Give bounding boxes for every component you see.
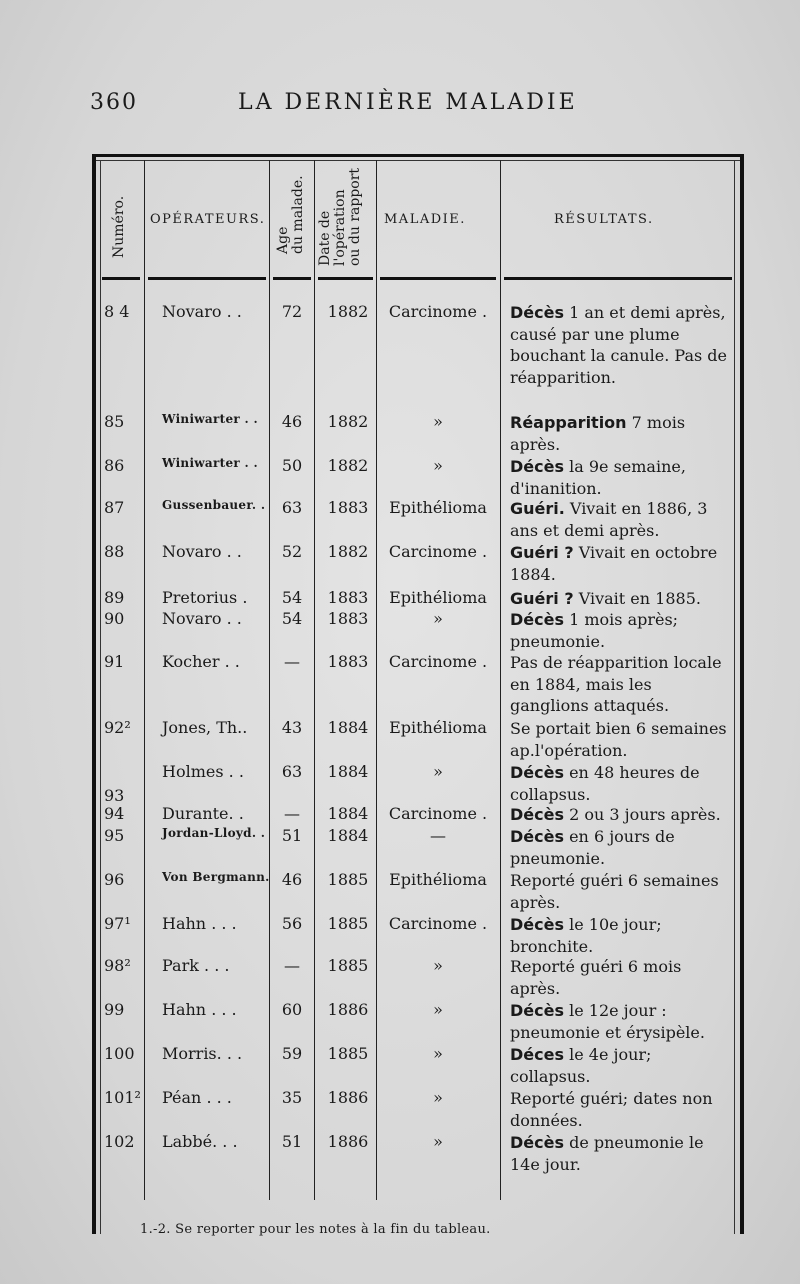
row-operator: Péan . . . <box>162 1088 232 1107</box>
row-operator: Novaro . . <box>162 609 242 628</box>
row-date: 1884 <box>327 804 369 823</box>
row-operator: Winiwarter . . <box>162 412 258 426</box>
row-date: 1883 <box>327 588 369 607</box>
row-date: 1884 <box>327 718 369 737</box>
row-age: 63 <box>281 498 303 517</box>
row-resultat <box>510 652 734 717</box>
row-date: 1882 <box>327 542 369 561</box>
row-resultat <box>510 498 734 541</box>
row-operator: Hahn . . . <box>162 1000 237 1019</box>
column-header-date <box>318 168 363 266</box>
header-rule <box>148 277 266 280</box>
row-number: 86 <box>104 456 125 475</box>
page-title: LA DERNIÈRE MALADIE <box>238 90 578 115</box>
resultat-text: le 10e jour; bronchite. <box>510 915 662 956</box>
row-age: 59 <box>281 1044 303 1063</box>
row-number: 85 <box>104 412 125 431</box>
table-top-rule-inner <box>92 160 742 161</box>
table-right-rule-inner <box>734 160 735 1234</box>
row-resultat <box>510 456 734 499</box>
row-date: 1883 <box>327 498 369 517</box>
row-operator: Labbé. . . <box>162 1132 238 1151</box>
resultat-text: Vivait en 1886, 3 ans et demi après. <box>510 499 708 540</box>
resultat-keyword: Décès <box>510 1133 564 1152</box>
row-age: — <box>284 652 300 671</box>
row-operator: Winiwarter . . <box>162 456 258 470</box>
resultat-text: Reporté guéri; dates non données. <box>510 1089 713 1130</box>
row-date: 1882 <box>327 302 369 321</box>
row-maladie: » <box>433 609 443 628</box>
row-resultat <box>510 1000 734 1043</box>
row-maladie: Carcinome . <box>388 652 488 671</box>
row-maladie: Carcinome . <box>388 914 488 933</box>
row-operator: Von Bergmann. <box>162 870 270 884</box>
row-maladie: Epithélioma <box>389 588 487 607</box>
row-date: 1883 <box>327 652 369 671</box>
resultat-text: de pneumonie le 14e jour. <box>510 1133 704 1174</box>
row-date: 1883 <box>327 609 369 628</box>
row-maladie: » <box>433 1132 443 1151</box>
row-resultat <box>510 588 734 610</box>
column-header-age <box>276 175 306 254</box>
resultat-text: Pas de réapparition locale en 1884, mais les ganglions attaqués. <box>510 653 722 715</box>
date-header-line: ou du rapport <box>347 167 363 266</box>
row-operator: Jordan-Lloyd. . <box>162 826 266 840</box>
column-header-maladie: MALADIE. <box>384 212 466 227</box>
row-operator: Holmes . . <box>162 762 244 781</box>
row-date: 1886 <box>327 1088 369 1107</box>
row-maladie: » <box>433 412 443 431</box>
row-age: 51 <box>281 1132 303 1151</box>
row-maladie: Epithélioma <box>389 718 487 737</box>
row-date: 1884 <box>327 762 369 781</box>
resultat-text: Vivait en 1885. <box>573 589 701 608</box>
row-maladie: » <box>433 762 443 781</box>
date-header-line: Date de <box>317 210 333 266</box>
row-maladie: Epithélioma <box>389 498 487 517</box>
table-left-rule-inner <box>100 160 101 1234</box>
resultat-keyword: Réapparition <box>510 413 627 432</box>
row-age: 54 <box>281 609 303 628</box>
row-age: 54 <box>281 588 303 607</box>
column-header-operateurs: OPÉRATEURS. <box>150 212 266 227</box>
resultat-text: Se portait bien 6 semaines ap.l'opération. <box>510 719 727 760</box>
resultat-text: en 48 heures de collapsus. <box>510 763 700 804</box>
row-resultat <box>510 412 734 455</box>
row-operator: Durante. . <box>162 804 244 823</box>
footnote: 1.-2. Se reporter pour les notes à la fin du tableau. <box>140 1222 491 1237</box>
column-divider <box>500 160 501 1200</box>
resultat-keyword: Décès <box>510 303 564 322</box>
row-operator: Pretorius . <box>162 588 248 607</box>
row-resultat <box>510 956 734 999</box>
row-maladie: — <box>430 826 446 845</box>
row-operator: Park . . . <box>162 956 230 975</box>
row-resultat <box>510 804 734 826</box>
resultat-text: le 4e jour; collapsus. <box>510 1045 652 1086</box>
row-number: 88 <box>104 542 125 561</box>
table-right-rule <box>740 154 744 1234</box>
resultat-text: 1 mois après; pneumonie. <box>510 610 679 651</box>
row-age: 50 <box>281 456 303 475</box>
resultat-keyword: Guéri ? <box>510 589 574 608</box>
row-date: 1885 <box>327 914 369 933</box>
row-resultat <box>510 1088 734 1131</box>
row-maladie: Epithélioma <box>389 870 487 889</box>
resultat-text: Reporté guéri 6 semaines après. <box>510 871 719 912</box>
resultat-keyword: Décès <box>510 1001 564 1020</box>
row-number: 98² <box>104 956 131 975</box>
page-number: 360 <box>90 90 138 115</box>
row-number: 93 <box>104 786 125 805</box>
row-number: 91 <box>104 652 125 671</box>
row-date: 1884 <box>327 826 369 845</box>
row-resultat <box>510 542 734 585</box>
resultat-text: en 6 jours de pneumonie. <box>510 827 675 868</box>
row-resultat <box>510 914 734 957</box>
resultat-keyword: Décès <box>510 827 564 846</box>
row-age: 51 <box>281 826 303 845</box>
row-date: 1882 <box>327 412 369 431</box>
row-number: 101² <box>104 1088 141 1107</box>
row-age: 46 <box>281 412 303 431</box>
row-age: — <box>284 956 300 975</box>
row-number: 89 <box>104 588 125 607</box>
row-number: 92² <box>104 718 131 737</box>
row-number: 96 <box>104 870 125 889</box>
row-number: 95 <box>104 826 125 845</box>
column-header-numero: Numéro. <box>111 195 127 258</box>
age-header-line: du malade. <box>290 175 306 254</box>
row-age: 72 <box>281 302 303 321</box>
header-rule <box>380 277 496 280</box>
header-rule <box>273 277 311 280</box>
resultat-text: 7 mois après. <box>510 413 686 454</box>
row-operator: Jones, Th.. <box>162 718 248 737</box>
row-age: 43 <box>281 718 303 737</box>
row-number: 99 <box>104 1000 125 1019</box>
table-left-rule <box>92 154 96 1234</box>
row-number: 102 <box>104 1132 135 1151</box>
row-maladie: » <box>433 1044 443 1063</box>
row-operator: Novaro . . <box>162 542 242 561</box>
row-number: 90 <box>104 609 125 628</box>
age-header-line: Age <box>275 226 291 254</box>
row-operator: Novaro . . <box>162 302 242 321</box>
date-header-line: l'opération <box>332 189 348 266</box>
resultat-text: Reporté guéri 6 mois après. <box>510 957 682 998</box>
row-date: 1882 <box>327 456 369 475</box>
row-age: 46 <box>281 870 303 889</box>
row-maladie: » <box>433 1000 443 1019</box>
row-date: 1885 <box>327 956 369 975</box>
row-number: 94 <box>104 804 125 823</box>
row-age: 52 <box>281 542 303 561</box>
header-rule <box>318 277 373 280</box>
row-operator: Kocher . . <box>162 652 240 671</box>
row-resultat <box>510 718 734 761</box>
row-age: 56 <box>281 914 303 933</box>
resultat-text: Vivait en octobre 1884. <box>510 543 718 584</box>
column-header-resultats: RÉSULTATS. <box>554 212 654 227</box>
row-date: 1886 <box>327 1132 369 1151</box>
row-date: 1886 <box>327 1000 369 1019</box>
row-number: 97¹ <box>104 914 131 933</box>
row-date: 1885 <box>327 1044 369 1063</box>
row-maladie: Carcinome . <box>388 542 488 561</box>
resultat-keyword: Déces <box>510 1045 564 1064</box>
row-resultat <box>510 302 734 388</box>
header-rule <box>504 277 732 280</box>
resultat-keyword: Décès <box>510 763 564 782</box>
row-age: 60 <box>281 1000 303 1019</box>
resultat-text: 1 an et demi après, causé par une plume bouchant la canule. Pas de réapparition. <box>510 303 728 387</box>
row-resultat <box>510 1044 734 1087</box>
row-number: 87 <box>104 498 125 517</box>
row-age: 35 <box>281 1088 303 1107</box>
row-maladie: » <box>433 1088 443 1107</box>
row-age: — <box>284 804 300 823</box>
row-maladie: » <box>433 956 443 975</box>
row-date: 1885 <box>327 870 369 889</box>
row-maladie: Carcinome . <box>388 302 488 321</box>
row-resultat <box>510 609 734 652</box>
resultat-keyword: Décès <box>510 915 564 934</box>
row-resultat <box>510 762 734 805</box>
resultat-text: le 12e jour : pneumonie et érysipèle. <box>510 1001 705 1042</box>
resultat-keyword: Guéri. <box>510 499 565 518</box>
resultat-keyword: Décès <box>510 805 564 824</box>
table-top-rule <box>92 154 742 157</box>
row-operator: Gussenbauer. . <box>162 498 266 512</box>
resultat-keyword: Décès <box>510 610 564 629</box>
row-operator: Hahn . . . <box>162 914 237 933</box>
resultat-keyword: Décès <box>510 457 564 476</box>
resultat-keyword: Guéri ? <box>510 543 574 562</box>
row-resultat <box>510 870 734 913</box>
operations-table <box>92 154 744 1234</box>
row-maladie: Carcinome . <box>388 804 488 823</box>
header-rule <box>102 277 140 280</box>
row-age: 63 <box>281 762 303 781</box>
row-number: 8 4 <box>104 302 130 321</box>
row-resultat <box>510 1132 734 1175</box>
row-resultat <box>510 826 734 869</box>
row-number: 100 <box>104 1044 135 1063</box>
resultat-text: la 9e semaine, d'inanition. <box>510 457 686 498</box>
row-maladie: » <box>433 456 443 475</box>
row-operator: Morris. . . <box>162 1044 243 1063</box>
resultat-text: 2 ou 3 jours après. <box>564 805 721 824</box>
